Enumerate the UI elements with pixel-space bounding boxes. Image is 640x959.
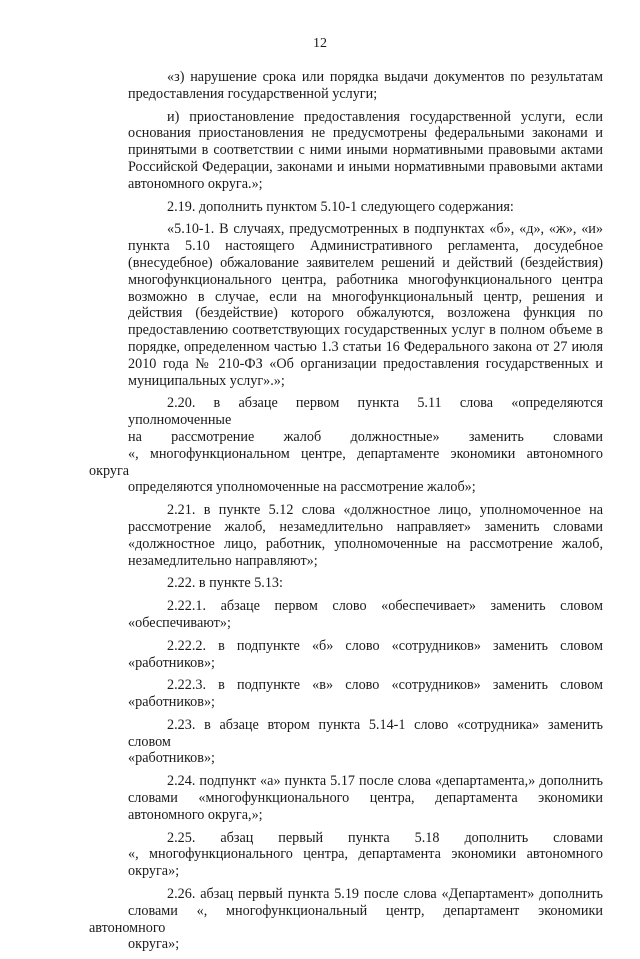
paragraph-line: возможно в случае, если на многофункциональный центр, решения и [128,288,603,305]
paragraph [89,773,603,823]
paragraph-line: словами «, многофункциональный центр, департамент экономики автономного [89,902,603,936]
paragraph-line: определяются уполномоченные на рассмотрение жалоб»; [128,479,476,496]
paragraph-line: «работников»; [128,654,215,671]
paragraph-line: пункта 5.10 настоящего Административного регламента, досудебное [128,238,603,255]
paragraph-line: 2.23. в абзаце втором пункта 5.14-1 слово «сотрудника» заменить словом [128,716,603,750]
paragraph [89,221,603,389]
paragraph [89,886,603,953]
paragraph-line: 2.26. абзац первый пункта 5.19 после слова «Департамент» дополнить [167,886,603,903]
paragraph [89,199,603,216]
paragraph-line: предоставления государственной услуги; [128,85,378,102]
paragraph [89,830,603,880]
paragraph-line: незамедлительно направляют»; [128,552,318,569]
paragraph-line: «, многофункционального центра, департамента экономики автономного [128,846,603,863]
paragraph-line: 2.20. в абзаце первом пункта 5.11 слова «определяются уполномоченные [128,395,603,429]
paragraph-line: «работников»; [128,694,215,711]
paragraph-line: Российской Федерации, законами и иными нормативными правовыми актами [128,158,603,175]
paragraph-line: «, многофункциональном центре, департаменте экономики автономного округа [89,445,603,479]
paragraph-line: (внесудебное) обжалование заявителем решений и действий (бездействия) [128,254,603,271]
paragraph-line: «5.10-1. В случаях, предусмотренных в подпунктах «б», «д», «ж», «и» [167,221,603,238]
paragraph-line: словами «многофункционального центра, департамента экономики [128,790,603,807]
paragraph-line: 2.25. абзац первый пункта 5.18 дополнить словами [167,829,603,846]
paragraph-line: 2.19. дополнить пунктом 5.10-1 следующего содержания: [167,198,514,215]
paragraph-line: многофункционального центра, работника многофункционального центра [128,271,603,288]
page-number: 12 [313,36,327,51]
paragraph-line: 2.22. в пункте 5.13: [167,575,283,592]
paragraph-line: «должностное лицо, работник, уполномоченные на рассмотрение жалоб, [128,535,603,552]
paragraph [89,598,603,632]
paragraph-line: действия (бездействие) которого обжалуются, возложена функция по [128,305,603,322]
paragraph-line: принятыми в соответствии с ними иными нормативными правовыми актами [128,142,603,159]
paragraph [89,395,603,496]
paragraph-line: «з) нарушение срока или порядка выдачи документов по результатам [167,69,603,85]
paragraph-line: округа»; [128,936,180,953]
paragraph [89,502,603,569]
paragraph [89,677,603,711]
document-body [89,69,603,959]
paragraph-line: 2.22.1. абзаце первом слово «обеспечивает» заменить словом [167,598,603,615]
paragraph-line: муниципальных услуг».»; [128,372,285,389]
paragraph-line: 2.22.2. в подпункте «б» слово «сотрудников» заменить словом [167,637,603,654]
paragraph-line: автономного округа.»; [128,175,263,192]
paragraph [89,575,603,592]
paragraph-line: рассмотрение жалоб, незамедлительно направляет» заменить словами [128,518,603,535]
paragraph-line: на рассмотрение жалоб должностные» заменить словами [128,428,603,445]
paragraph-line: 2010 года № 210-ФЗ «Об организации предоставления государственных и [128,355,603,372]
paragraph-line: основания приостановления не предусмотрены федеральными законами и [128,125,603,142]
paragraph-line: порядке, определенном частью 1.3 статьи 16 Федерального закона от 27 июля [128,338,603,355]
paragraph [89,638,603,672]
paragraph-line: 2.21. в пункте 5.12 слова «должностное лицо, уполномоченное на [167,502,603,519]
paragraph-line: «работников»; [128,750,215,767]
paragraph-line: округа»; [128,863,180,880]
paragraph [89,109,603,193]
paragraph-line: 2.24. подпункт «а» пункта 5.17 после слова «департамента,» дополнить [167,773,603,790]
paragraph-line: и) приостановление предоставления государственной услуги, если [167,108,603,125]
paragraph [89,69,603,103]
paragraph [89,717,603,767]
paragraph-line: 2.22.3. в подпункте «в» слово «сотрудников» заменить словом [167,677,603,694]
paragraph-line: предоставлению соответствующих государственных услуг в полном объеме в [128,322,603,339]
paragraph-line: «обеспечивают»; [128,614,231,631]
paragraph-line: автономного округа,»; [128,806,263,823]
